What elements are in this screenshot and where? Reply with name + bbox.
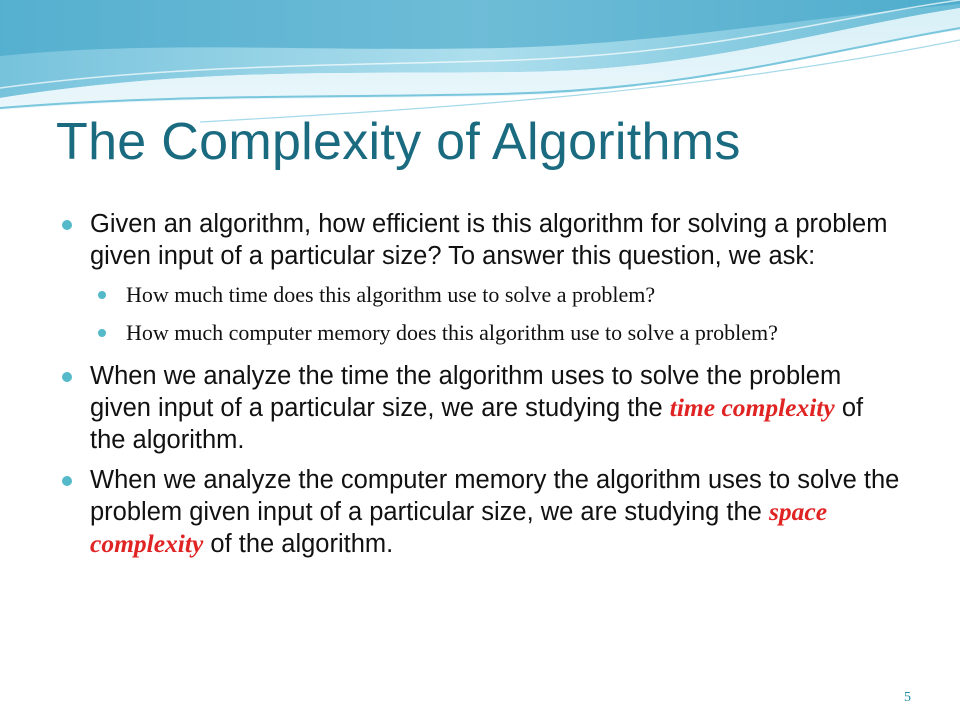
highlight-term-time-complexity: time complexity (669, 393, 835, 422)
highlight-term-space-complexity: space complexity (90, 497, 828, 558)
bullet-text: When we analyze the time the algorithm uses to solve the problem given input of a particular size, we are studying the (90, 362, 842, 422)
bullet-dot-icon (62, 220, 72, 230)
sub-bullet-memory (62, 318, 902, 348)
sub-bullet-dot-icon (98, 291, 106, 299)
bullet-text: When we analyze the computer memory the algorithm uses to solve the problem given input of a particular size, we are studying the (90, 466, 900, 526)
sub-bullet-list (62, 280, 902, 348)
sub-bullet-text: How much computer memory does this algorithm use to solve a problem? (126, 320, 778, 345)
slide-title: The Complexity of Algorithms (56, 113, 741, 171)
sub-bullet-dot-icon (98, 329, 106, 337)
bullet-text: Given an algorithm, how efficient is this algorithm for solving a problem given input of a particular size? To answer this question, we ask: (90, 210, 888, 270)
header-wave-banner (0, 0, 960, 130)
bullet-time-complexity (62, 360, 902, 456)
bullet-text: of the algorithm. (90, 394, 864, 454)
bullet-dot-icon (62, 372, 72, 382)
bullet-dot-icon (62, 476, 72, 486)
bullet-efficiency-question (62, 208, 902, 272)
slide-body (62, 208, 902, 568)
bullet-space-complexity (62, 464, 902, 560)
sub-bullet-time (62, 280, 902, 310)
page-number: 5 (904, 690, 911, 705)
sub-bullet-text: How much time does this algorithm use to solve a problem? (126, 282, 656, 307)
bullet-text: of the algorithm. (210, 530, 394, 558)
